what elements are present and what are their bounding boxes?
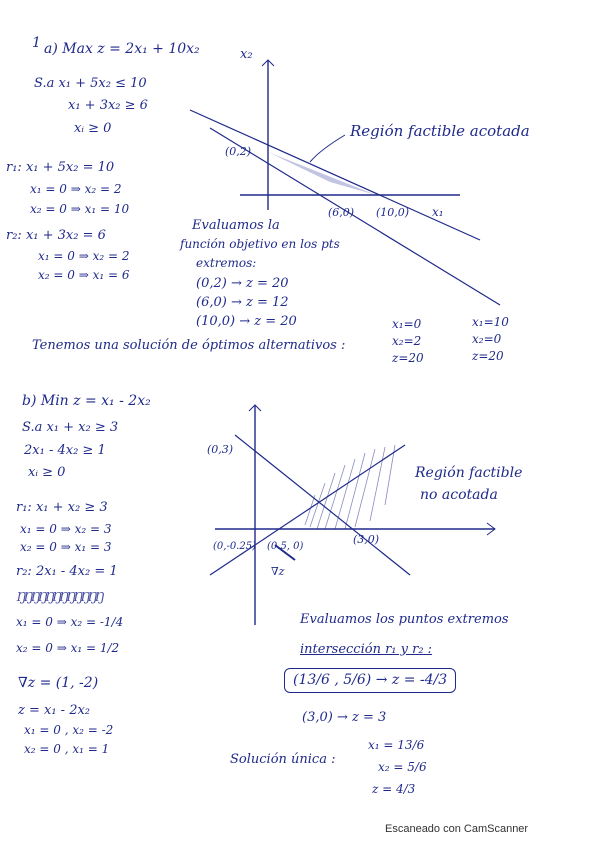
eval-b-2: (3,0) → z = 3 xyxy=(302,710,387,725)
eval-title-a-2: función objetivo en los pts xyxy=(180,237,340,251)
conclusion-a: Tenemos una solución de óptimos alternativos : xyxy=(32,338,346,353)
sol-a2-z: z=20 xyxy=(472,349,504,363)
sol-a1-x1: x₁=0 xyxy=(392,317,422,331)
part-a-constraint-2: x₁ + 3x₂ ≥ 6 xyxy=(68,98,148,113)
scribble: ŊŊŊŊŊŊŊŊŊŊŊŊ xyxy=(16,590,102,604)
problem-number: 1 xyxy=(32,35,41,51)
part-b-title: b) Min z = x₁ - 2x₂ xyxy=(22,393,151,409)
axis-label-x2-a: x₂ xyxy=(240,47,253,62)
part-a-r2-l1: x₁ = 0 ⇒ x₂ = 2 xyxy=(38,249,130,263)
z-line-b: z = x₁ - 2x₂ xyxy=(18,703,91,718)
line-r2-b xyxy=(210,445,405,575)
eval-title-a-3: extremos: xyxy=(196,256,257,270)
part-b-r1-l1: x₁ = 0 ⇒ x₂ = 3 xyxy=(20,522,112,536)
part-a-constraint-3: xᵢ ≥ 0 xyxy=(74,121,112,136)
line-r1-b xyxy=(235,435,410,575)
point-05-b: (0.5, 0) xyxy=(267,541,304,552)
eval-a-1: (0,2) → z = 20 xyxy=(196,276,289,291)
part-b-constraint-2: 2x₁ - 4x₂ ≥ 1 xyxy=(24,443,106,458)
part-a-r1-l2: x₂ = 0 ⇒ x₁ = 10 xyxy=(30,202,130,216)
region-label-b-2: no acotada xyxy=(420,487,498,503)
point-100-a: (10,0) xyxy=(376,206,410,219)
part-b-constraint-3: xᵢ ≥ 0 xyxy=(28,465,66,480)
eval-a-2: (6,0) → z = 12 xyxy=(196,295,289,310)
part-b-r2-eq: r₂: 2x₁ - 4x₂ = 1 xyxy=(16,564,118,579)
part-a-constraint-1: S.a x₁ + 5x₂ ≤ 10 xyxy=(34,76,147,91)
region-label-b-1: Región factible xyxy=(415,465,523,481)
gradient-b: ∇z = (1, -2) xyxy=(18,675,99,691)
z-line-b-l1: x₁ = 0 , x₂ = -2 xyxy=(24,723,114,737)
sol-a1-z: z=20 xyxy=(392,351,424,365)
grad-label-b: ∇z xyxy=(271,565,285,578)
sol-b-x1: x₁ = 13/6 xyxy=(368,738,425,752)
sol-a2-x1: x₁=10 xyxy=(472,315,509,329)
sol-a2-x2: x₂=0 xyxy=(472,332,502,346)
part-b-constraint-1: S.a x₁ + x₂ ≥ 3 xyxy=(22,420,119,435)
part-b-r2-l2: x₂ = 0 ⇒ x₁ = 1/2 xyxy=(16,641,120,655)
part-a-title: a) Max z = 2x₁ + 10x₂ xyxy=(44,41,200,57)
intersection-b: intersección r₁ y r₂ : xyxy=(300,642,433,657)
sol-b-z: z = 4/3 xyxy=(372,782,416,796)
point-30-b: (3,0) xyxy=(353,533,380,546)
part-b-graph xyxy=(195,395,525,635)
part-b-r2-l1: x₁ = 0 ⇒ x₂ = -1/4 xyxy=(16,615,124,629)
axis-label-x1-a: x₁ xyxy=(432,205,444,219)
sol-b-x2: x₂ = 5/6 xyxy=(378,760,427,774)
eval-title-b: Evaluamos los puntos extremos xyxy=(300,612,509,627)
part-a-r1-eq: r₁: x₁ + 5x₂ = 10 xyxy=(6,160,115,175)
region-label-a: Región factible acotada xyxy=(350,122,530,140)
part-a-r1-l1: x₁ = 0 ⇒ x₂ = 2 xyxy=(30,182,122,196)
sol-a1-x2: x₂=2 xyxy=(392,334,422,348)
point-03-b: (0,3) xyxy=(207,443,234,456)
eval-a-3: (10,0) → z = 20 xyxy=(196,314,297,329)
part-b-r1-eq: r₁: x₁ + x₂ ≥ 3 xyxy=(16,500,108,515)
part-a-r2-l2: x₂ = 0 ⇒ x₁ = 6 xyxy=(38,268,130,282)
z-line-b-l2: x₂ = 0 , x₁ = 1 xyxy=(24,742,110,756)
point-neg-b: (0,-0.25) xyxy=(213,541,256,552)
watermark: Escaneado con CamScanner xyxy=(385,823,529,835)
point-02-a: (0,2) xyxy=(225,145,252,158)
boxed-result-b: (13/6 , 5/6) → z = -4/3 xyxy=(284,668,456,693)
part-a-r2-eq: r₂: x₁ + 3x₂ = 6 xyxy=(6,228,106,243)
eval-title-a-1: Evaluamos la xyxy=(192,218,280,233)
feasible-region-b xyxy=(305,445,395,529)
part-b-r1-l2: x₂ = 0 ⇒ x₁ = 3 xyxy=(20,540,112,554)
point-60-a: (6,0) xyxy=(328,206,355,219)
unique-solution-b: Solución única : xyxy=(230,752,336,767)
